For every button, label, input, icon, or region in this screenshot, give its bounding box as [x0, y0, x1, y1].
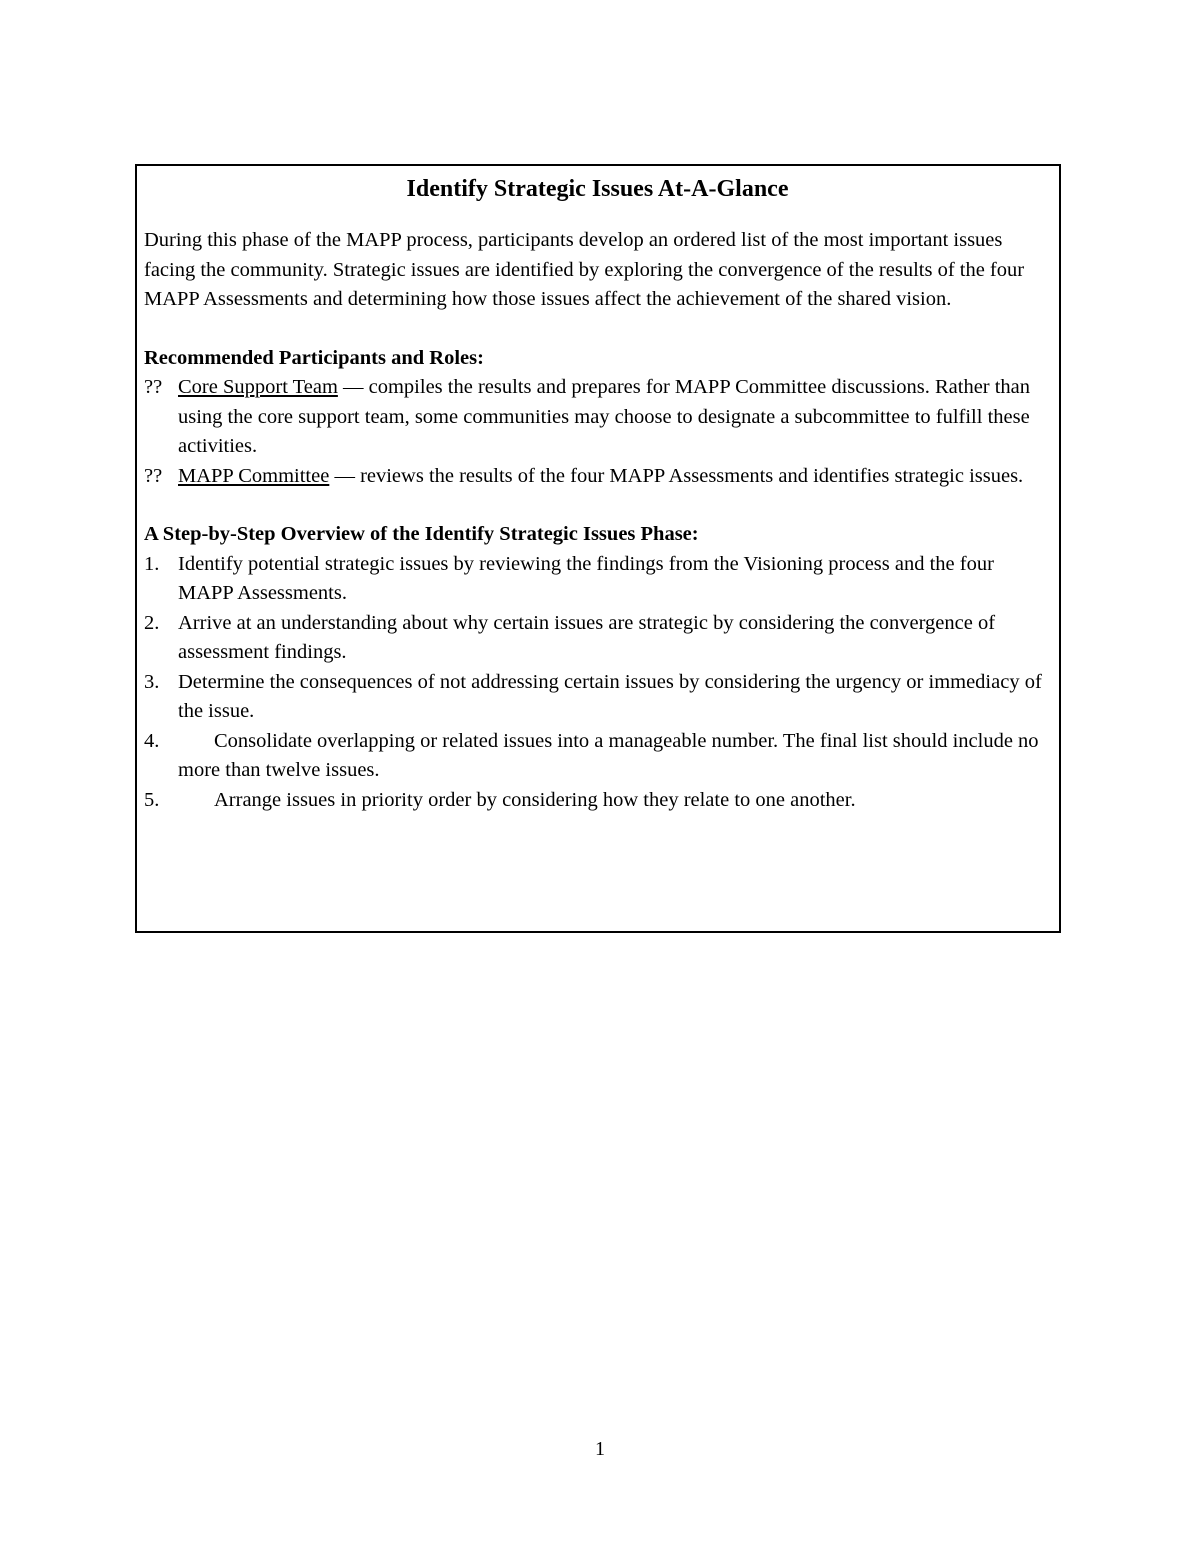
- step-item: [144, 609, 1051, 668]
- role-item-core-support-team: [144, 373, 1051, 462]
- role-name: Core Support Team: [178, 376, 338, 398]
- step-text: Arrive at an understanding about why certain issues are strategic by considering the convergence of assessment findings.: [178, 611, 996, 663]
- box-title: Identify Strategic Issues At-A-Glance: [406, 176, 789, 202]
- step-item: [144, 786, 1051, 816]
- step-text: Arrange issues in priority order by considering how they relate to one another.: [214, 788, 856, 811]
- step-item: [144, 550, 1051, 609]
- step-number: 5.: [144, 788, 160, 811]
- step-item: [144, 727, 1051, 786]
- role-description: — reviews the results of the four MAPP Assessments and identifies strategic issues.: [329, 464, 1024, 487]
- role-item-mapp-committee: [144, 462, 1051, 492]
- intro-paragraph: During this phase of the MAPP process, participants develop an ordered list of the most important issues facing the community. Strategic issues are identified by exploring the convergence of the results of the four MAPP Assessments and determining how those issues affect the achievement of the shared vision.: [144, 229, 1025, 310]
- at-a-glance-box: [135, 164, 1061, 933]
- role-name: MAPP Committee: [178, 464, 330, 487]
- role-description: — compiles the results and prepares for MAPP Committee discussions. Rather than using the core support team, some communities may choose to designate a subcommittee to fulfill these activities.: [178, 376, 1031, 457]
- roles-heading: Recommended Participants and Roles:: [144, 346, 484, 369]
- list-marker: ??: [144, 376, 163, 398]
- page-number: 1: [595, 1438, 605, 1460]
- step-number: 2.: [144, 611, 160, 634]
- step-number: 1.: [144, 552, 160, 575]
- step-text: Consolidate overlapping or related issues into a manageable number. The final list should include no more than twelve issues.: [178, 729, 1039, 781]
- step-item: [144, 668, 1051, 727]
- step-text: Identify potential strategic issues by reviewing the findings from the Visioning process and the four MAPP Assessments.: [178, 552, 994, 604]
- step-text: Determine the consequences of not addressing certain issues by considering the urgency or immediacy of the issue.: [178, 670, 1042, 722]
- list-marker: ??: [144, 464, 163, 487]
- steps-heading: A Step-by-Step Overview of the Identify Strategic Issues Phase:: [144, 523, 699, 545]
- step-number: 4.: [144, 729, 160, 752]
- roles-list: [144, 373, 1051, 491]
- steps-list: [144, 550, 1051, 816]
- step-number: 3.: [144, 670, 160, 693]
